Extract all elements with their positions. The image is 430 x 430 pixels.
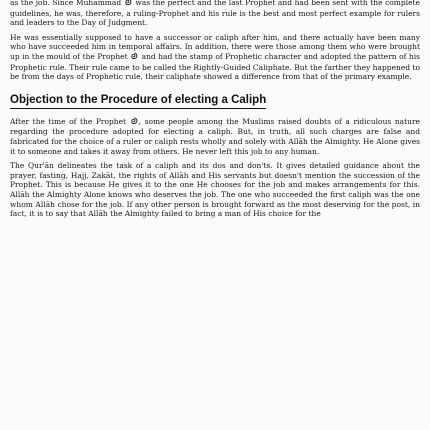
paragraph-text: He was essentially supposed to have a successor or caliph after him, and there actually have been many who have succeeded him in temporal affairs. In addition, there were those among them who were brought up in the mould of the Prophet [10,32,420,61]
section-heading-wrap [10,88,420,113]
bottom-paragraphs [10,117,420,219]
honorific-pbuh-icon [131,52,138,63]
section-heading: Objection to the Procedure of electing a Caliph [10,94,266,109]
paragraph-text: , some people among the Muslims raised doubts of a ridiculous nature regarding the procedure adopted for electing a caliph. But, in truth, all such charges are false and fabricated for the choice of a ruler or caliph rests wholly and solely with Allāh the Almighty. He Alone gives it to someone and takes it away from others. He never left this job to any human. [10,116,420,156]
paragraph [10,0,420,28]
paragraph-text: After the time of the Prophet [10,116,130,126]
top-paragraphs [10,0,420,82]
paragraph-text: The Qur'ān delineates the task of a caliph and its dos and don'ts. It gives detailed guidance about the prayer, fasting, Hajj, Zakāt, the rights of Allāh and His servants but doesn't mention the succession of the Prophet. This is because He gives it to the one He chooses for the job and makes arrangements for this. Allāh the Almighty Alone knows who deserves the job. The one who succeeded the first caliph was the one whom Allāh chose for the job. If any other person is brought forward as the most deserving for the post, in fact, it is to say that Allāh the Almighty failed to bring a man of His choice for the [10,161,420,219]
paragraph [10,161,420,219]
paragraph [10,117,420,156]
paragraph-text: as the job. Since Muhammad [10,0,124,7]
paragraph-text: was the perfect and the last Prophet and had been sent with the complete guidelines, he was, therefore, a ruling-Prophet and his rule is the best and most perfect example for rulers and leaders to the Day of Judgment. [10,0,420,28]
honorific-pbuh-icon [131,117,138,128]
paragraph [10,33,420,82]
text-column [10,0,420,219]
paragraph-text: and had the stamp of Prophetic character and adopted the pattern of his Prophetic rule. Their rule came to be called the Rightly-Guided Caliphate. But the farther they happened to be from the days of Prophetic rule, their caliphate showed a difference from that of the primary example. [10,51,420,82]
honorific-pbuh-icon [125,0,132,9]
